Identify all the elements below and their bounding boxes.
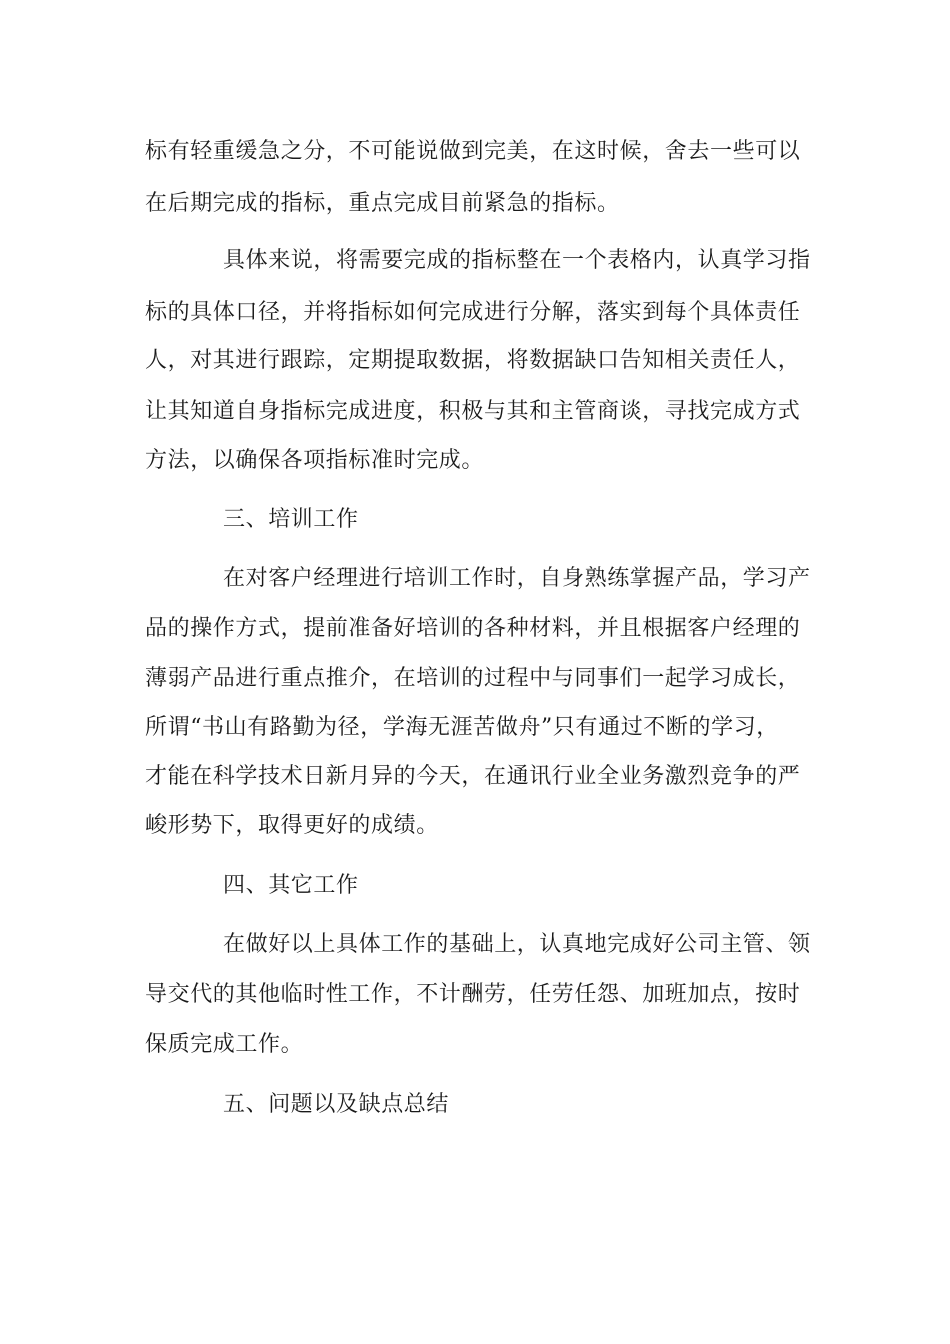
paragraph-3-line-3: 薄弱产品进行重点推介，在培训的过程中与同事们一起学习成长，: [145, 666, 801, 691]
paragraph-2-line-2: 标的具体口径，并将指标如何完成进行分解，落实到每个具体责任: [145, 300, 801, 325]
section-heading-3: 三、培训工作: [223, 507, 359, 532]
paragraph-2-line-1: 具体来说，将需要完成的指标整在一个表格内，认真学习指: [223, 248, 811, 273]
paragraph-2-line-3: 人，对其进行跟踪，定期提取数据，将数据缺口告知相关责任人，: [145, 348, 801, 373]
paragraph-3-line-2: 品的操作方式，提前准备好培训的各种材料，并且根据客户经理的: [145, 616, 801, 641]
section-heading-4: 四、其它工作: [223, 873, 359, 898]
paragraph-3-line-1: 在对客户经理进行培训工作时，自身熟练掌握产品，学习产: [223, 566, 811, 591]
paragraph-2-line-5: 方法，以确保各项指标准时完成。: [145, 448, 485, 473]
paragraph-4-line-2: 导交代的其他临时性工作，不计酬劳，任劳任怨、加班加点，按时: [145, 982, 801, 1007]
paragraph-3-line-4: 所谓“书山有路勤为径，学海无涯苦做舟”只有通过不断的学习，: [145, 715, 779, 740]
paragraph-1-line-2: 在后期完成的指标，重点完成目前紧急的指标。: [145, 191, 620, 216]
paragraph-3-line-5: 才能在科学技术日新月异的今天，在通讯行业全业务激烈竞争的严: [145, 764, 801, 789]
paragraph-1-line-1: 标有轻重缓急之分，不可能说做到完美，在这时候，舍去一些可以: [145, 139, 801, 164]
paragraph-2-line-4: 让其知道自身指标完成进度，积极与其和主管商谈，寻找完成方式: [145, 399, 801, 424]
paragraph-3-line-6: 峻形势下，取得更好的成绩。: [145, 813, 439, 838]
paragraph-4-line-1: 在做好以上具体工作的基础上，认真地完成好公司主管、领: [223, 932, 811, 957]
paragraph-4-line-3: 保质完成工作。: [145, 1032, 304, 1057]
section-heading-5: 五、问题以及缺点总结: [223, 1092, 450, 1117]
